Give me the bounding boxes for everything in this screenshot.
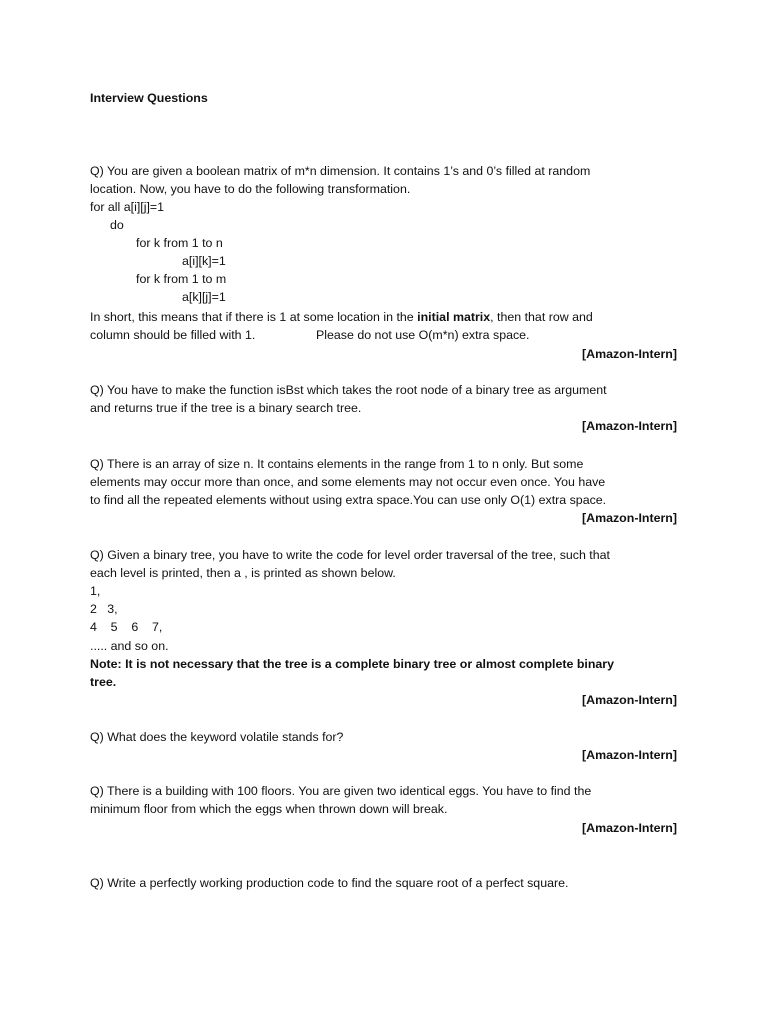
q4-line-1: Q) Given a binary tree, you have to write the code for level order traversal of the tree, such that xyxy=(90,548,610,562)
q2-line-1: Q) You have to make the function isBst which takes the root node of a binary tree as argument xyxy=(90,383,607,397)
q7-line-1: Q) Write a perfectly working production code to find the square root of a perfect square. xyxy=(90,876,569,890)
q1-last-a: column should be filled with 1. xyxy=(90,328,256,342)
q4-output-1: 1, xyxy=(90,584,101,598)
q5-tag: [Amazon-Intern] xyxy=(582,748,677,762)
q4-note-1: Note: It is not necessary that the tree is a complete binary tree or almost complete binary xyxy=(90,657,615,671)
q4-output-2: 2 3, xyxy=(90,602,118,616)
q1-summary-pre: In short, this means that if there is 1 at some location in the xyxy=(90,310,418,324)
q4-line-2: each level is printed, then a , is printed as shown below. xyxy=(90,566,396,580)
q3-tag: [Amazon-Intern] xyxy=(582,511,677,525)
q6-line-1: Q) There is a building with 100 floors. You are given two identical eggs. You have to find the xyxy=(90,784,592,798)
q4-output-4: ..... and so on. xyxy=(90,639,169,653)
q6-line-2: minimum floor from which the eggs when thrown down will break. xyxy=(90,802,448,816)
page-title: Interview Questions xyxy=(90,91,208,105)
q2-tag: [Amazon-Intern] xyxy=(582,419,677,433)
q4-tag: [Amazon-Intern] xyxy=(582,693,677,707)
q1-summary-post: , then that row and xyxy=(490,310,593,324)
q4-note-2: tree. xyxy=(90,675,117,689)
q1-code-1: for all a[i][j]=1 xyxy=(90,200,165,214)
q1-code-2: do xyxy=(110,218,124,232)
q2-line-2: and returns true if the tree is a binary search tree. xyxy=(90,401,362,415)
q1-tag: [Amazon-Intern] xyxy=(582,347,677,361)
q1-line-2: location. Now, you have to do the following transformation. xyxy=(90,182,411,196)
q1-code-5: for k from 1 to m xyxy=(136,272,227,286)
q1-last-b: Please do not use O(m*n) extra space. xyxy=(316,328,530,342)
q3-line-3: to find all the repeated elements without using extra space.You can use only O(1) extra space. xyxy=(90,493,607,507)
q6-tag: [Amazon-Intern] xyxy=(582,821,677,835)
q4-output-3: 4 5 6 7, xyxy=(90,620,163,634)
q1-summary xyxy=(90,308,593,326)
q1-code-4: a[i][k]=1 xyxy=(182,254,226,268)
q1-code-3: for k from 1 to n xyxy=(136,236,223,250)
q3-line-2: elements may occur more than once, and some elements may not occur even once. You have xyxy=(90,475,606,489)
q5-line-1: Q) What does the keyword volatile stands for? xyxy=(90,730,344,744)
q1-code-6: a[k][j]=1 xyxy=(182,290,226,304)
q3-line-1: Q) There is an array of size n. It contains elements in the range from 1 to n only. But some xyxy=(90,457,584,471)
q1-line-1: Q) You are given a boolean matrix of m*n dimension. It contains 1’s and 0’s filled at random xyxy=(90,164,591,178)
q1-summary-bold: initial matrix xyxy=(417,310,491,324)
